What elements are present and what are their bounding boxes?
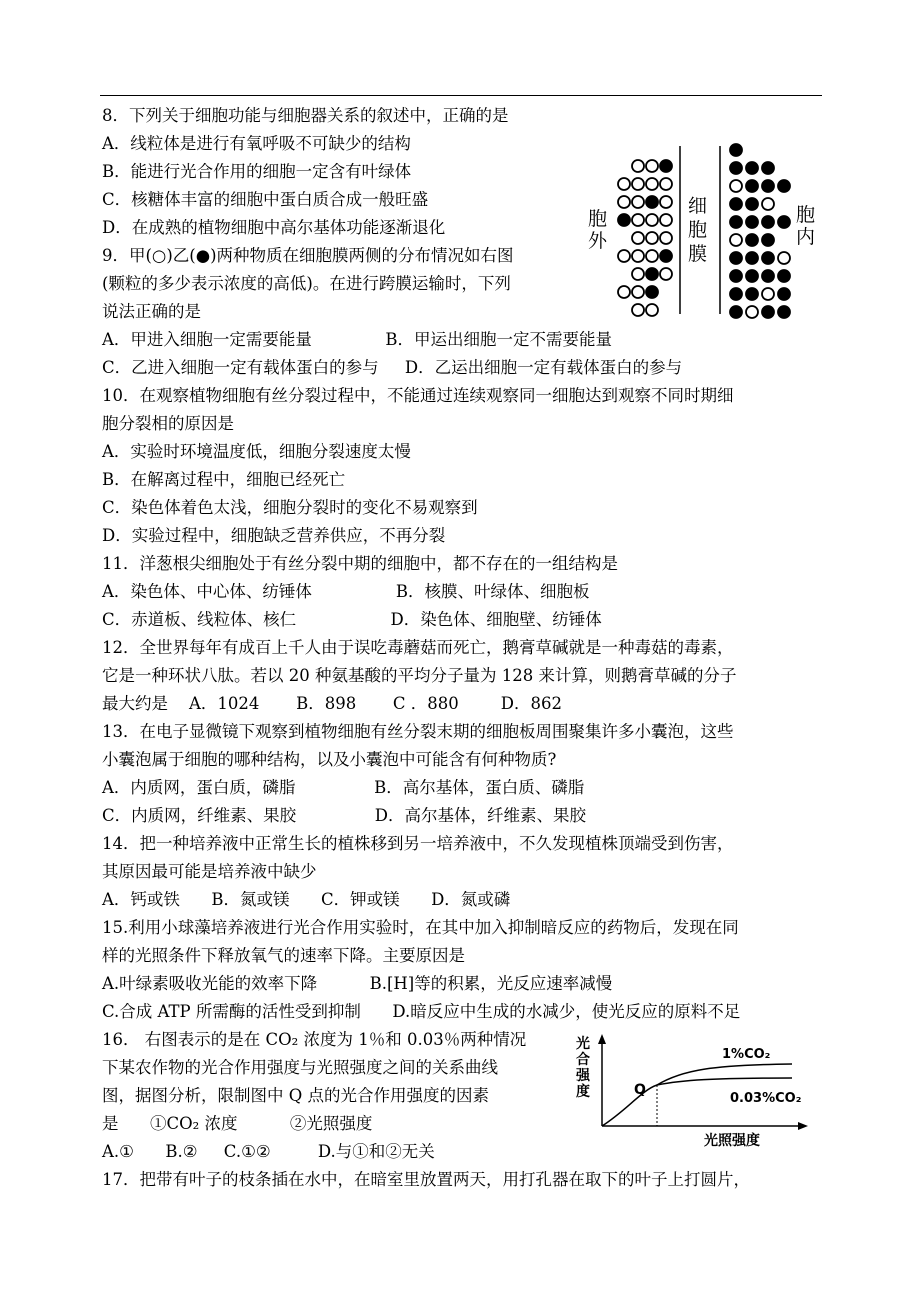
particle-yi-filled xyxy=(618,214,630,226)
particle-jia-open xyxy=(746,306,758,318)
particle-yi-filled xyxy=(660,160,672,172)
particle-yi-filled xyxy=(746,270,758,282)
text-line: 11．洋葱根尖细胞处于有丝分裂中期的细胞中，都不存在的一组结构是 xyxy=(102,554,618,573)
text-line: A.① B.② C.①② D.与①和②无关 xyxy=(102,1142,435,1161)
particle-yi-filled xyxy=(730,216,742,228)
text-line: B．在解离过程中，细胞已经死亡 xyxy=(102,470,346,489)
particle-yi-filled xyxy=(778,288,790,300)
particle-yi-filled xyxy=(646,196,658,208)
text-line: D．在成熟的植物细胞中高尔基体功能逐渐退化 xyxy=(102,218,446,237)
particle-jia-open xyxy=(618,286,630,298)
particle-jia-open xyxy=(632,178,644,190)
text-line: 图，据图分析，限制图中 Q 点的光合作用强度的因素 xyxy=(102,1086,490,1105)
curve-low-co2 xyxy=(657,1078,792,1085)
particle-yi-filled xyxy=(730,306,742,318)
text-line: (颗粒的多少表示浓度的高低)。在进行跨膜运输时，下列 xyxy=(102,274,511,293)
x-axis-label: 光照强度 xyxy=(704,1133,760,1149)
particle-jia-open xyxy=(660,178,672,190)
particle-jia-open xyxy=(646,214,658,226)
text-line: C．赤道板、线粒体、核仁 D．染色体、细胞壁、纺锤体 xyxy=(102,610,602,629)
series-low-label: 0.03%CO₂ xyxy=(730,1091,802,1106)
particle-jia-open xyxy=(618,196,630,208)
particle-jia-open xyxy=(618,178,630,190)
particle-jia-open xyxy=(632,160,644,172)
text-line: 8．下列关于细胞功能与细胞器关系的叙述中，正确的是 xyxy=(102,106,509,125)
text-line: 说法正确的是 xyxy=(102,302,201,321)
text-line: A．染色体、中心体、纺锤体 B．核膜、叶绿体、细胞板 xyxy=(102,582,590,601)
particle-jia-open xyxy=(660,196,672,208)
particle-yi-filled xyxy=(646,268,658,280)
particle-jia-open xyxy=(660,232,672,244)
text-line: C.合成 ATP 所需酶的活性受到抑制 D.暗反应中生成的水减少，使光反应的原料不足 xyxy=(102,1002,741,1021)
particle-jia-open xyxy=(646,178,658,190)
text-line: 16． 右图表示的是在 CO₂ 浓度为 1％和 0.03％两种情况 xyxy=(102,1030,527,1049)
particle-jia-open xyxy=(762,198,774,210)
particle-jia-open xyxy=(632,286,644,298)
particle-yi-filled xyxy=(730,144,742,156)
text-line: D．实验过程中，细胞缺乏营养供应，不再分裂 xyxy=(102,526,446,545)
text-line: C．核糖体丰富的细胞中蛋白质合成一般旺盛 xyxy=(102,190,429,209)
x-axis-arrow xyxy=(798,1122,808,1130)
membrane-distribution-figure xyxy=(584,138,816,320)
particle-yi-filled xyxy=(730,288,742,300)
text-line: A．内质网，蛋白质，磷脂 B．高尔基体，蛋白质、磷脂 xyxy=(102,778,585,797)
particle-yi-filled xyxy=(730,162,742,174)
text-line: C．染色体着色太浅，细胞分裂时的变化不易观察到 xyxy=(102,498,478,517)
text-line: 下某农作物的光合作用强度与光照强度之间的关系曲线 xyxy=(102,1058,498,1077)
particle-yi-filled xyxy=(730,252,742,264)
particle-yi-filled xyxy=(730,270,742,282)
particle-jia-open xyxy=(762,288,774,300)
particle-yi-filled xyxy=(746,234,758,246)
text-line: 12．全世界每年有成百上千人由于误吃毒蘑菇而死亡，鹅膏草碱就是一种毒菇的毒素， xyxy=(102,638,734,657)
text-line: 最大约是 A．1024 B．898 C ．880 D．862 xyxy=(102,694,562,713)
particle-jia-open xyxy=(646,160,658,172)
particle-jia-open xyxy=(660,268,672,280)
particle-jia-open xyxy=(618,250,630,262)
particle-yi-filled xyxy=(746,198,758,210)
particle-jia-open xyxy=(730,234,742,246)
photosynthesis-curve-figure xyxy=(572,1030,812,1150)
text-line: A．实验时环境温度低，细胞分裂速度太慢 xyxy=(102,442,411,461)
particle-yi-filled xyxy=(746,180,758,192)
y-axis-arrow xyxy=(598,1034,606,1044)
particle-yi-filled xyxy=(660,250,672,262)
text-line: C．内质网，纤维素、果胶 D．高尔基体，纤维素、果胶 xyxy=(102,806,587,825)
text-line: C．乙进入细胞一定有载体蛋白的参与 D．乙运出细胞一定有载体蛋白的参与 xyxy=(102,358,683,377)
particle-yi-filled xyxy=(778,180,790,192)
particle-jia-open xyxy=(778,252,790,264)
outside-label: 胞外 xyxy=(588,208,608,252)
text-line: 它是一种环状八肽。若以 20 种氨基酸的平均分子量为 128 来计算，则鹅膏草碱的分子 xyxy=(102,666,737,685)
particle-jia-open xyxy=(646,304,658,316)
particle-jia-open xyxy=(660,214,672,226)
text-line: A.叶绿素吸收光能的效率下降 B.[H]等的积累，光反应速率减慢 xyxy=(102,974,613,993)
particle-yi-filled xyxy=(778,216,790,228)
particle-yi-filled xyxy=(762,234,774,246)
q-point-label: Q xyxy=(634,1082,646,1098)
particle-yi-filled xyxy=(762,252,774,264)
particle-jia-open xyxy=(632,232,644,244)
particle-jia-open xyxy=(646,250,658,262)
particle-yi-filled xyxy=(646,286,658,298)
particle-yi-filled xyxy=(746,216,758,228)
text-line: 其原因最可能是培养液中缺少 xyxy=(102,862,317,881)
particle-yi-filled xyxy=(746,162,758,174)
text-line: B．能进行光合作用的细胞一定含有叶绿体 xyxy=(102,162,412,181)
particle-yi-filled xyxy=(762,180,774,192)
particle-yi-filled xyxy=(730,198,742,210)
text-line: 15.利用小球藻培养液进行光合作用实验时，在其中加入抑制暗反应的药物后，发现在同 xyxy=(102,918,739,937)
header-rule xyxy=(100,95,822,96)
text-line: 17．把带有叶子的枝条插在水中，在暗室里放置两天，用打孔器在取下的叶子上打圆片， xyxy=(102,1170,750,1189)
membrane-label: 细胞膜 xyxy=(688,195,708,265)
text-line: 胞分裂相的原因是 xyxy=(102,414,234,433)
particle-yi-filled xyxy=(762,216,774,228)
text-line: 10．在观察植物细胞有丝分裂过程中，不能通过连续观察同一细胞达到观察不同时期细 xyxy=(102,386,734,405)
particle-yi-filled xyxy=(762,306,774,318)
inside-label: 胞内 xyxy=(796,204,816,248)
particle-jia-open xyxy=(632,214,644,226)
particle-jia-open xyxy=(646,232,658,244)
series-high-label: 1%CO₂ xyxy=(722,1047,771,1062)
particle-jia-open xyxy=(632,268,644,280)
text-line: A．线粒体是进行有氧呼吸不可缺少的结构 xyxy=(102,134,411,153)
text-line: 9．甲(○)乙(●)两种物质在细胞膜两侧的分布情况如右图 xyxy=(102,246,514,265)
particle-yi-filled xyxy=(778,306,790,318)
text-line: 14．把一种培养液中正常生长的植株移到另一培养液中，不久发现植株顶端受到伤害， xyxy=(102,834,734,853)
particle-yi-filled xyxy=(762,270,774,282)
particle-jia-open xyxy=(632,304,644,316)
particle-yi-filled xyxy=(746,252,758,264)
text-line: 是 ①CO₂ 浓度 ②光照强度 xyxy=(102,1114,373,1133)
text-line: A．甲进入细胞一定需要能量 B．甲运出细胞一定不需要能量 xyxy=(102,330,612,349)
text-line: 小囊泡属于细胞的哪种结构，以及小囊泡中可能含有何种物质? xyxy=(102,750,557,769)
particle-yi-filled xyxy=(778,270,790,282)
particle-jia-open xyxy=(632,250,644,262)
text-line: A．钙或铁 B．氮或镁 C．钾或镁 D．氮或磷 xyxy=(102,890,511,909)
text-line: 13．在电子显微镜下观察到植物细胞有丝分裂末期的细胞板周围聚集许多小囊泡，这些 xyxy=(102,722,734,741)
particle-jia-open xyxy=(632,196,644,208)
text-line: 样的光照条件下释放氧气的速率下降。主要原因是 xyxy=(102,946,465,965)
particle-jia-open xyxy=(730,180,742,192)
y-axis-label: 光合强度 xyxy=(576,1036,590,1100)
particle-yi-filled xyxy=(762,162,774,174)
particle-yi-filled xyxy=(746,288,758,300)
